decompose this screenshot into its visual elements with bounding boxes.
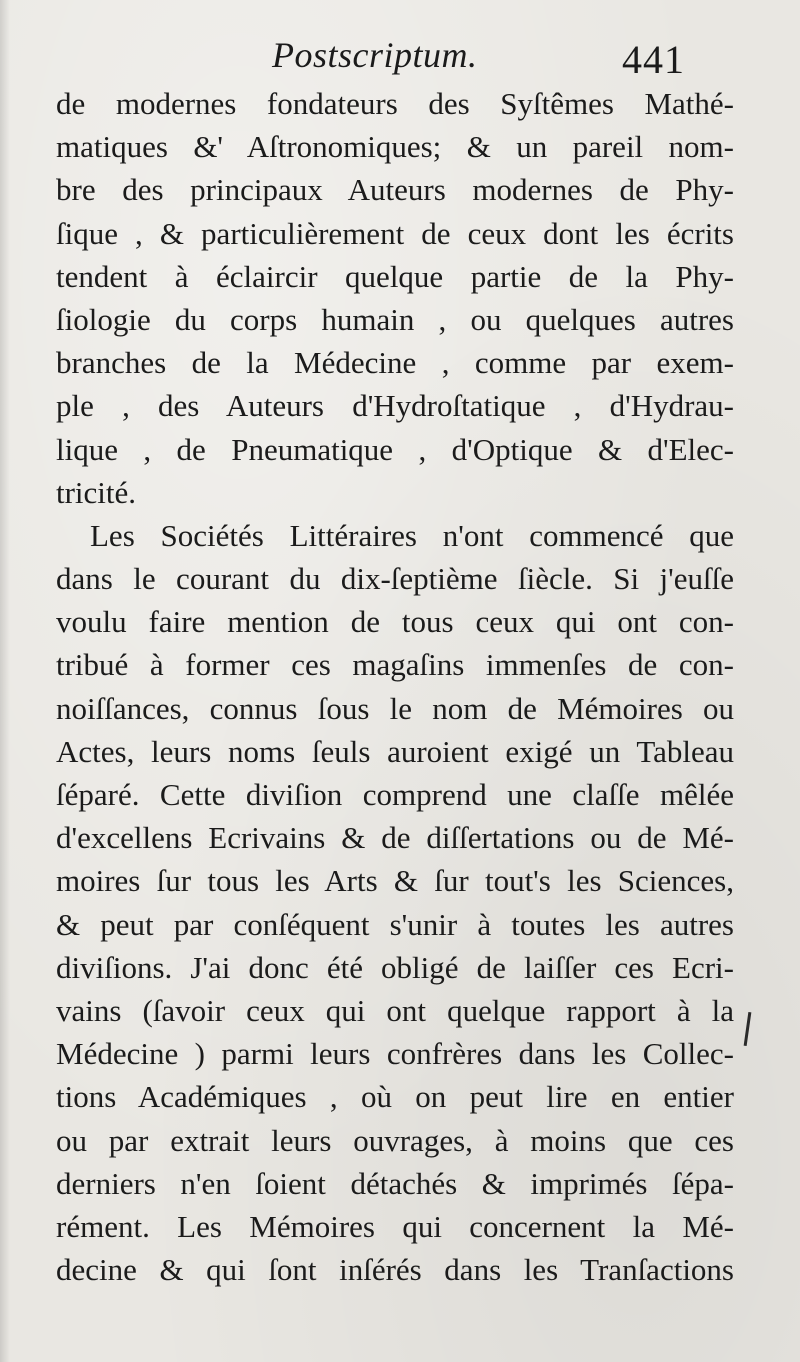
text-line: Médecine ) parmi leurs confrères dans les Collec- (56, 1036, 734, 1072)
text-line: ſiologie du corps humain , ou quelques autres (56, 301, 734, 337)
text-line: matiques &' Aſtronomiques; & un pareil nom- (56, 129, 734, 165)
text-line: dans le courant du dix-ſeptième ſiècle. Si j'euſſe (56, 561, 734, 597)
margin-ink-mark (744, 1012, 752, 1046)
text-line: tribué à former ces magaſins immenſes de con- (56, 647, 734, 683)
text-line: lique , de Pneumatique , d'Optique & d'Elec- (56, 431, 734, 467)
body-text (56, 82, 734, 1291)
text-line: branches de la Médecine , comme par exem- (56, 345, 734, 381)
text-line: ou par extrait leurs ouvrages, à moins que ces (56, 1122, 734, 1158)
text-line: voulu faire mention de tous ceux qui ont con- (56, 604, 734, 640)
text-line: bre des principaux Auteurs modernes de Phy- (56, 172, 734, 208)
text-line: de modernes fondateurs des Syſtêmes Mathé- (56, 86, 734, 121)
text-line: noiſſances, connus ſous le nom de Mémoires ou (56, 690, 734, 726)
page-gutter-shadow (0, 0, 10, 1362)
paragraph-2 (56, 514, 734, 1291)
text-line: moires ſur tous les Arts & ſur tout's les Sciences, (56, 863, 734, 899)
text-line: decine & qui ſont inſérés dans les Tranſactions (56, 1252, 734, 1288)
text-line: Actes, leurs noms ſeuls auroient exigé un Tableau (56, 733, 734, 769)
text-line: ſéparé. Cette diviſion comprend une claſſe mêlée (56, 777, 734, 812)
text-line: & peut par conſéquent s'unir à toutes les autres (56, 906, 734, 942)
text-line: rément. Les Mémoires qui concernent la Mé- (56, 1208, 734, 1244)
running-title: Postscriptum. (272, 35, 478, 75)
text-line: tendent à éclaircir quelque partie de la Phy- (56, 258, 734, 294)
text-line: tricité. (56, 474, 137, 510)
page-number: 441 (622, 37, 685, 82)
text-line: Les Sociétés Littéraires n'ont commencé que (90, 517, 734, 553)
text-line: ſique , & particulièrement de ceux dont les écrits (56, 215, 734, 251)
text-line: vains (ſavoir ceux qui ont quelque rapport à la (56, 992, 734, 1028)
text-line: ple , des Auteurs d'Hydroſtatique , d'Hydrau- (56, 388, 734, 424)
text-line: diviſions. J'ai donc été obligé de laiſſer ces Ecri- (56, 949, 734, 985)
paragraph-1 (56, 82, 734, 514)
text-line: d'excellens Ecrivains & de diſſertations ou de Mé- (56, 820, 734, 856)
text-line: tions Académiques , où on peut lire en entier (56, 1079, 734, 1115)
text-line: derniers n'en ſoient détachés & imprimés ſépa- (56, 1165, 734, 1201)
